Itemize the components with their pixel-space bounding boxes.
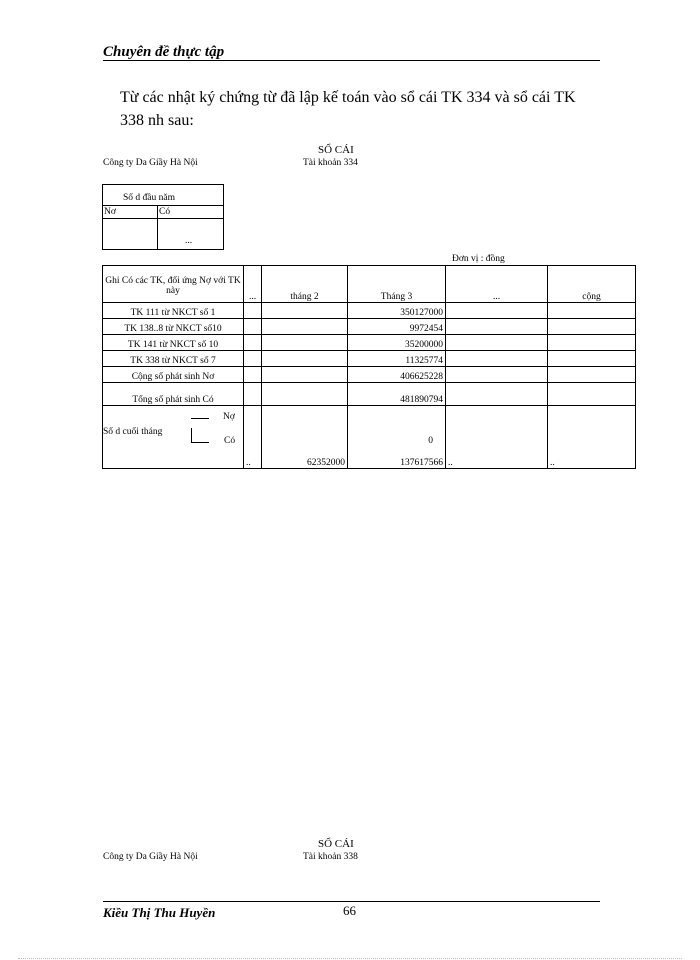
row-t3-value: 35200000	[348, 335, 446, 351]
ledger1-table	[102, 265, 636, 469]
table-row	[103, 383, 636, 406]
closing-c4: ..	[448, 458, 453, 468]
opening-ellipsis: ...	[185, 236, 193, 246]
row-t3-value: 350127000	[348, 303, 446, 319]
closing-label: Số d cuối tháng	[103, 427, 163, 437]
closing-c1-cell	[244, 406, 262, 469]
row-desc: TK 338 từ NKCT số 7	[103, 351, 244, 367]
row-t3-value: 406625228	[348, 367, 446, 383]
col-desc-header: Ghi Có các TK, đối ứng Nợ với TK này	[103, 266, 244, 303]
closing-t3-value: 137617566	[400, 458, 443, 468]
ledger1-title: SỔ CÁI	[318, 144, 354, 156]
col-t3-header: Tháng 3	[348, 266, 446, 303]
opening-balance-box	[102, 184, 224, 250]
ledger1-company: Công ty Da Giầy Hà Nội	[103, 158, 198, 168]
col-c1-header: ...	[244, 266, 262, 303]
ledger1-account: Tài khoản 334	[303, 158, 358, 168]
ledger1-header-row	[103, 266, 636, 303]
closing-debit-label: Nợ	[223, 412, 235, 422]
opening-debit-label: Nơ	[104, 207, 116, 217]
closing-t3-zero: 0	[428, 436, 433, 446]
table-row	[103, 303, 636, 319]
col-c4-header: ...	[446, 266, 548, 303]
footer-author: Kiều Thị Thu Huyền	[103, 905, 216, 920]
closing-c5-cell	[548, 406, 636, 469]
closing-credit-label: Có	[224, 436, 236, 446]
row-desc: TK 138..8 từ NKCT số10	[103, 319, 244, 335]
header-rule	[103, 60, 600, 61]
opening-balance-label: Số d đầu năm	[123, 193, 175, 203]
footer-rule	[103, 901, 600, 902]
closing-c1: ..	[246, 458, 251, 468]
ledger2-company: Công ty Da Giầy Hà Nội	[103, 852, 198, 862]
closing-brace-vert	[191, 428, 192, 442]
table-row	[103, 335, 636, 351]
closing-t2-cell	[262, 406, 348, 469]
table-row	[103, 319, 636, 335]
header-title: Chuyên đề thực tập	[103, 44, 225, 60]
closing-label-cell	[103, 406, 244, 469]
closing-t3-cell	[348, 406, 446, 469]
row-t3-value: 9972454	[348, 319, 446, 335]
col-t2-header: tháng 2	[262, 266, 348, 303]
row-t3-value: 481890794	[348, 383, 446, 406]
intro-paragraph: Từ các nhật ký chứng từ đã lập kế toán vào sổ cái TK 334 và sổ cái TK 338 nh sau:	[120, 89, 576, 129]
col-c5-header: cộng	[548, 266, 636, 303]
opening-row-divider	[103, 218, 223, 219]
page-bottom-rule	[18, 958, 682, 959]
closing-t2-value: 62352000	[307, 458, 345, 468]
table-row	[103, 351, 636, 367]
opening-vdivider	[157, 205, 158, 249]
page-number: 66	[343, 903, 356, 918]
ledger2-title: SỔ CÁI	[318, 838, 354, 850]
closing-brace-top	[191, 418, 209, 419]
row-desc: Cộng số phát sinh Nơ	[103, 367, 244, 383]
row-desc: TK 111 từ NKCT số 1	[103, 303, 244, 319]
ledger2-account: Tài khoản 338	[303, 852, 358, 862]
opening-divider	[103, 205, 223, 206]
row-desc: TK 141 từ NKCT số 10	[103, 335, 244, 351]
closing-c4-cell	[446, 406, 548, 469]
closing-balance-row	[103, 406, 636, 469]
row-desc: Tổng số phát sinh Có	[103, 383, 244, 406]
row-t3-value: 11325774	[348, 351, 446, 367]
unit-label: Đơn vị : đồng	[452, 254, 505, 264]
opening-credit-label: Có	[159, 207, 171, 217]
table-row	[103, 367, 636, 383]
closing-brace-bottom	[191, 442, 209, 443]
closing-c5: ..	[550, 458, 555, 468]
